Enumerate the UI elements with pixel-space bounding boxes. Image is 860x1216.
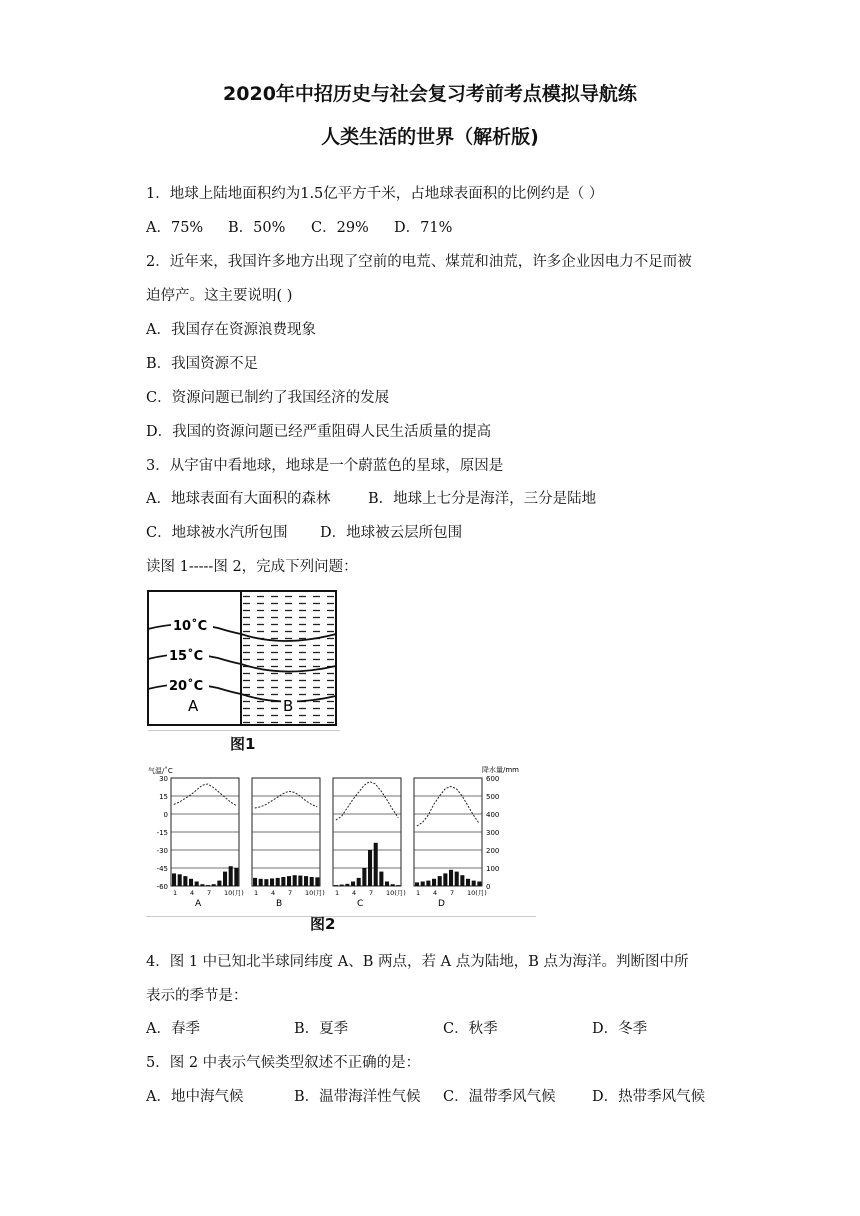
isotherm-label-15: 15˚C: [169, 649, 204, 664]
x-axis-tick: 10(月): [305, 889, 325, 897]
x-axis-tick: 10(月): [467, 889, 487, 897]
precip-bar: [472, 881, 476, 886]
question-4-stem-line1: 4．图 1 中已知北半球同纬度 A、B 两点，若 A 点为陆地，B 点为海洋。判断图中所: [146, 954, 689, 970]
precip-bar: [477, 882, 481, 887]
q4-option-d: D．冬季: [592, 1021, 648, 1037]
panel-label: A: [195, 899, 202, 909]
point-b-label: B: [283, 697, 294, 715]
precip-bar: [368, 850, 372, 886]
precip-bar: [276, 878, 280, 886]
panel-label: B: [276, 899, 283, 909]
q2-option-a: A．我国存在资源浪费现象: [146, 322, 316, 338]
precip-bar: [415, 882, 419, 886]
precip-bar: [253, 878, 257, 886]
isotherm-label-20: 20˚C: [169, 679, 204, 694]
precip-bar: [396, 885, 400, 886]
precip-bar: [426, 881, 430, 886]
x-axis-tick: 1: [416, 889, 421, 897]
read-figures-prompt: 读图 1-----图 2，完成下列问题：: [146, 559, 358, 575]
q1-option-c: C．29%: [311, 220, 369, 236]
q5-option-a: A．地中海气候: [146, 1089, 244, 1105]
isotherm-label-10: 10˚C: [173, 619, 208, 634]
right-axis-tick: 300: [486, 829, 500, 837]
precip-bar: [178, 874, 182, 886]
point-a-label: A: [188, 697, 199, 715]
x-axis-tick: 7: [369, 889, 374, 897]
right-axis-tick: 100: [486, 865, 500, 873]
right-axis-tick: 600: [486, 775, 500, 783]
precip-bar: [466, 879, 470, 886]
left-axis-tick: -30: [156, 847, 168, 855]
right-axis-tick: 400: [486, 811, 500, 819]
precip-bar: [334, 885, 338, 886]
x-axis-tick: 7: [450, 889, 455, 897]
figure-1-rule: [148, 730, 340, 731]
x-axis-tick: 7: [207, 889, 212, 897]
q3-option-a: A．地球表面有大面积的森林: [146, 491, 331, 507]
q3-option-b: B．地球上七分是海洋，三分是陆地: [368, 491, 597, 507]
precip-bar: [234, 868, 238, 886]
left-axis-tick: 15: [159, 793, 168, 801]
question-5-stem: 5．图 2 中表示气候类型叙述不正确的是：: [146, 1055, 421, 1071]
precip-bar: [189, 879, 193, 886]
x-axis-tick: 4: [433, 889, 438, 897]
q5-option-d: D．热带季风气候: [592, 1089, 706, 1105]
question-3-stem: 3．从宇宙中看地球，地球是一个蔚蓝色的星球，原因是: [146, 458, 504, 474]
question-4-stem-line2: 表示的季节是：: [146, 988, 248, 1004]
precip-bar: [223, 872, 227, 886]
precip-bar: [183, 876, 187, 886]
right-axis-title: 降水量/mm: [482, 766, 519, 774]
right-axis-tick: 200: [486, 847, 500, 855]
precip-bar: [229, 866, 233, 886]
x-axis-tick: 7: [288, 889, 293, 897]
precip-bar: [455, 872, 459, 886]
precip-bar: [385, 882, 389, 887]
figure-2-climate-charts: [146, 762, 536, 917]
precip-bar: [206, 885, 210, 886]
question-1-stem: 1．地球上陆地面积约为1.5亿平方千米，占地球表面积的比例约是（ ）: [146, 186, 604, 202]
x-axis-tick: 4: [271, 889, 276, 897]
right-axis-tick: 500: [486, 793, 500, 801]
q1-option-d: D．71%: [394, 220, 453, 236]
figure-2-caption: 图2: [310, 915, 336, 933]
q4-option-a: A．春季: [146, 1021, 200, 1037]
precip-bar: [281, 877, 285, 886]
figure-1-caption: 图1: [230, 735, 256, 753]
precip-bar: [449, 870, 453, 886]
panel-label: C: [357, 899, 364, 909]
precip-bar: [298, 876, 302, 886]
precip-bar: [391, 884, 395, 886]
left-axis-tick: -45: [156, 865, 168, 873]
x-axis-tick: 4: [190, 889, 195, 897]
left-axis-tick: -15: [156, 829, 168, 837]
precip-bar: [270, 878, 274, 886]
left-axis-tick: 30: [159, 775, 168, 783]
x-axis-tick: 10(月): [224, 889, 244, 897]
precip-bar: [351, 882, 355, 887]
precip-bar: [200, 884, 204, 886]
left-axis-tick: -60: [156, 883, 168, 891]
precip-bar: [460, 875, 464, 886]
precip-bar: [379, 872, 383, 886]
precip-bar: [345, 884, 349, 886]
q1-option-a: A．75%: [146, 220, 204, 236]
precip-bar: [443, 873, 447, 886]
q2-option-c: C．资源问题已制约了我国经济的发展: [146, 390, 390, 406]
q2-option-d: D．我国的资源问题已经严重阻碍人民生活质量的提高: [146, 424, 492, 440]
q2-option-b: B．我国资源不足: [146, 356, 259, 372]
precip-bar: [172, 873, 176, 886]
precip-bar: [362, 868, 366, 886]
x-axis-tick: 1: [254, 889, 259, 897]
question-2-stem-line2: 迫停产。这主要说明( ): [146, 288, 293, 304]
q5-option-c: C．温带季风气候: [443, 1089, 556, 1105]
right-axis-tick: 0: [486, 883, 491, 891]
q5-option-b: B．温带海洋性气候: [294, 1089, 421, 1105]
left-axis-tick: 0: [163, 811, 168, 819]
q3-option-c: C．地球被水汽所包围: [146, 525, 288, 541]
precip-bar: [310, 877, 314, 886]
precip-bar: [259, 879, 263, 886]
precip-bar: [432, 879, 436, 886]
x-axis-tick: 1: [335, 889, 340, 897]
q1-option-b: B．50%: [228, 220, 286, 236]
precip-bar: [374, 843, 378, 886]
document-title: 2020年中招历史与社会复习考前考点模拟导航练: [223, 83, 637, 105]
q4-option-b: B．夏季: [294, 1021, 349, 1037]
precip-bar: [438, 876, 442, 886]
question-2-stem-line1: 2．近年来，我国许多地方出现了空前的电荒、煤荒和油荒，许多企业因电力不足而被: [146, 254, 692, 270]
precip-bar: [421, 882, 425, 887]
precip-bar: [212, 884, 216, 886]
precip-bar: [315, 877, 319, 886]
precip-bar: [217, 881, 221, 886]
left-axis-title: 气温/˚C: [148, 767, 173, 775]
x-axis-tick: 4: [352, 889, 357, 897]
precip-bar: [340, 885, 344, 886]
x-axis-tick: 10(月): [386, 889, 406, 897]
precip-bar: [293, 875, 297, 886]
precip-bar: [264, 879, 268, 886]
figure-2-rule: [146, 916, 536, 917]
precip-bar: [195, 882, 199, 887]
document-subtitle: 人类生活的世界（解析版): [321, 126, 539, 148]
x-axis-tick: 1: [173, 889, 178, 897]
precip-bar: [287, 876, 291, 886]
q3-option-d: D．地球被云层所包围: [320, 525, 463, 541]
precip-bar: [304, 876, 308, 886]
precip-bar: [357, 878, 361, 886]
figure-1-isotherm-diagram: [143, 586, 343, 731]
panel-label: D: [438, 899, 445, 909]
q4-option-c: C．秋季: [443, 1021, 498, 1037]
